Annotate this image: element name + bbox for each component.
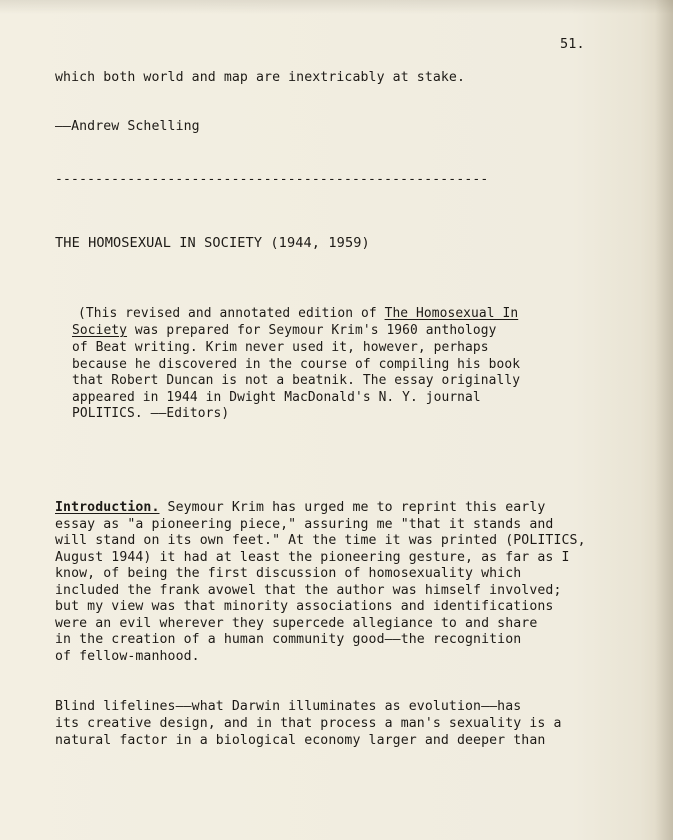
- intro-para-line-6: included the frank avowel that the author was himself involved;: [55, 583, 562, 598]
- intro-para-line-9: in the creation of a human community good——the recognition: [55, 632, 522, 647]
- intro-para-line-10: of fellow-manhood.: [55, 649, 200, 664]
- essay-title-part-1: The Homosexual In: [384, 306, 519, 321]
- editor-note-line-3: of Beat writing. Krim never used it, however, perhaps: [72, 340, 489, 355]
- page-number: 51.: [560, 36, 585, 52]
- intro-para-line-2: essay as "a pioneering piece," assuring me "that it stands and: [55, 517, 554, 532]
- editor-note-line-7: POLITICS. ——Editors): [72, 406, 230, 421]
- closing-para-line-2: its creative design, and in that process a man's sexuality is a: [55, 716, 562, 731]
- intro-line: which both world and map are inextricably at stake.: [55, 70, 466, 85]
- intro-para-line-8: were an evil wherever they supercede allegiance to and share: [55, 616, 538, 631]
- intro-para-line-4: August 1944) it had at least the pioneering gesture, as far as I: [55, 550, 570, 565]
- intro-para-line-3: will stand on its own feet." At the time it was printed (POLITICS,: [55, 533, 586, 548]
- attribution: ——Andrew Schelling: [55, 119, 200, 134]
- page-top-shadow: [0, 0, 673, 14]
- intro-para-line-1-rest: Seymour Krim has urged me to reprint this early: [159, 500, 546, 515]
- editor-note-line-6: appeared in 1944 in Dwight MacDonald's N. Y. journal: [72, 390, 481, 405]
- editor-note-line-5: that Robert Duncan is not a beatnik. The essay originally: [72, 373, 521, 388]
- editor-note-line-2: [72, 323, 497, 338]
- intro-para-line-5: know, of being the first discussion of homosexuality which: [55, 566, 522, 581]
- editor-note-line-1-pre: (This revised and annotated edition of: [78, 306, 385, 321]
- section-title: THE HOMOSEXUAL IN SOCIETY (1944, 1959): [55, 235, 370, 251]
- intro-para-line-1: [55, 500, 545, 515]
- intro-para-line-7: but my view was that minority associations and identifications: [55, 599, 554, 614]
- editor-note-line-4: because he discovered in the course of compiling his book: [72, 357, 521, 372]
- introduction-label: Introduction.: [55, 500, 160, 515]
- essay-title-part-2: Society: [72, 323, 128, 338]
- editor-note-line-1: [78, 306, 518, 321]
- closing-para-line-3: natural factor in a biological economy larger and deeper than: [55, 733, 546, 748]
- closing-para-line-1: Blind lifelines——what Darwin illuminates as evolution——has: [55, 699, 522, 714]
- page-edge-shadow: [655, 0, 673, 840]
- section-divider: ------------------------------------------------------: [55, 172, 489, 187]
- editor-note-line-2-post: was prepared for Seymour Krim's 1960 anthology: [127, 323, 497, 338]
